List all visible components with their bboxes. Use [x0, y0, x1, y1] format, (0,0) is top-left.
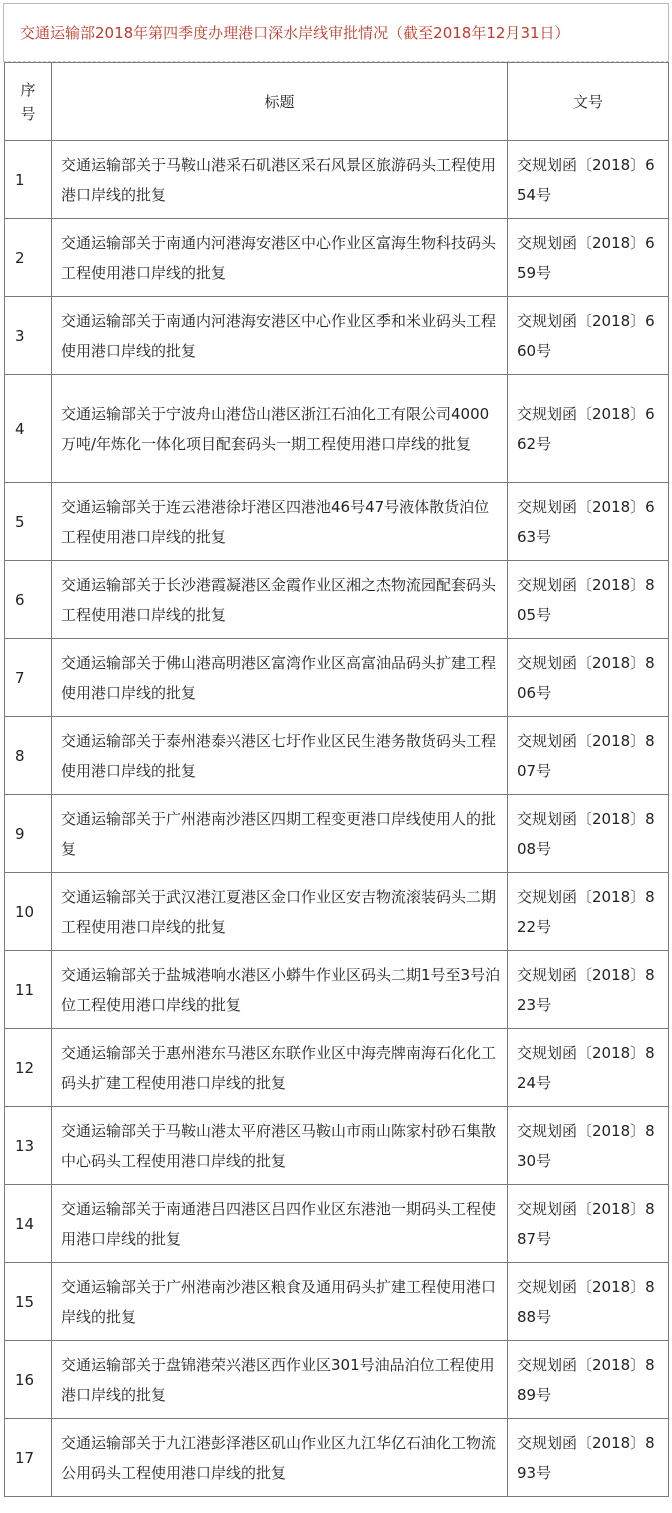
row-doc-number: 交规划函〔2018〕805号	[508, 561, 669, 639]
table-row	[5, 795, 669, 873]
row-number: 3	[5, 297, 52, 375]
table-row	[5, 219, 669, 297]
row-number: 14	[5, 1185, 52, 1263]
page-title: 交通运输部2018年第四季度办理港口深水岸线审批情况（截至2018年12月31日）	[3, 3, 669, 62]
row-doc-number: 交规划函〔2018〕660号	[508, 297, 669, 375]
row-doc-number: 交规划函〔2018〕824号	[508, 1029, 669, 1107]
row-number: 12	[5, 1029, 52, 1107]
table-body	[5, 141, 669, 1497]
row-doc-number: 交规划函〔2018〕889号	[508, 1341, 669, 1419]
row-number: 7	[5, 639, 52, 717]
table-row	[5, 1341, 669, 1419]
header-num	[5, 63, 52, 141]
table-row	[5, 951, 669, 1029]
row-number: 9	[5, 795, 52, 873]
row-title: 交通运输部关于泰州港泰兴港区七圩作业区民生港务散货码头工程使用港口岸线的批复	[52, 717, 508, 795]
row-doc-number: 交规划函〔2018〕823号	[508, 951, 669, 1029]
table-row	[5, 561, 669, 639]
table-row	[5, 1107, 669, 1185]
row-doc-number: 交规划函〔2018〕887号	[508, 1185, 669, 1263]
row-number: 10	[5, 873, 52, 951]
row-doc-number: 交规划函〔2018〕808号	[508, 795, 669, 873]
row-title: 交通运输部关于盘锦港荣兴港区西作业区301号油品泊位工程使用港口岸线的批复	[52, 1341, 508, 1419]
row-number: 16	[5, 1341, 52, 1419]
row-title: 交通运输部关于惠州港东马港区东联作业区中海壳牌南海石化化工码头扩建工程使用港口岸线的批复	[52, 1029, 508, 1107]
header-num-label: 序号	[20, 80, 36, 123]
row-number: 1	[5, 141, 52, 219]
row-number: 2	[5, 219, 52, 297]
table-row	[5, 1185, 669, 1263]
table-row	[5, 1029, 669, 1107]
table-header-row	[5, 63, 669, 141]
row-title: 交通运输部关于宁波舟山港岱山港区浙江石油化工有限公司4000万吨/年炼化一体化项目配套码头一期工程使用港口岸线的批复	[52, 375, 508, 483]
table-row	[5, 639, 669, 717]
row-title: 交通运输部关于九江港彭泽港区矶山作业区九江华亿石油化工物流公用码头工程使用港口岸线的批复	[52, 1419, 508, 1497]
row-title: 交通运输部关于马鞍山港采石矶港区采石风景区旅游码头工程使用港口岸线的批复	[52, 141, 508, 219]
row-title: 交通运输部关于广州港南沙港区四期工程变更港口岸线使用人的批复	[52, 795, 508, 873]
row-title: 交通运输部关于南通内河港海安港区中心作业区季和米业码头工程使用港口岸线的批复	[52, 297, 508, 375]
row-doc-number: 交规划函〔2018〕807号	[508, 717, 669, 795]
row-doc-number: 交规划函〔2018〕822号	[508, 873, 669, 951]
row-number: 5	[5, 483, 52, 561]
row-number: 15	[5, 1263, 52, 1341]
row-doc-number: 交规划函〔2018〕663号	[508, 483, 669, 561]
row-doc-number: 交规划函〔2018〕662号	[508, 375, 669, 483]
table-row	[5, 297, 669, 375]
row-number: 8	[5, 717, 52, 795]
header-doc: 文号	[508, 63, 669, 141]
row-title: 交通运输部关于广州港南沙港区粮食及通用码头扩建工程使用港口岸线的批复	[52, 1263, 508, 1341]
row-number: 11	[5, 951, 52, 1029]
approval-table	[4, 62, 669, 1497]
table-row	[5, 141, 669, 219]
row-doc-number: 交规划函〔2018〕654号	[508, 141, 669, 219]
row-title: 交通运输部关于南通内河港海安港区中心作业区富海生物科技码头工程使用港口岸线的批复	[52, 219, 508, 297]
table-row	[5, 1263, 669, 1341]
row-doc-number: 交规划函〔2018〕806号	[508, 639, 669, 717]
row-title: 交通运输部关于盐城港响水港区小蟒牛作业区码头二期1号至3号泊位工程使用港口岸线的批复	[52, 951, 508, 1029]
row-number: 6	[5, 561, 52, 639]
row-number: 17	[5, 1419, 52, 1497]
table-row	[5, 375, 669, 483]
document	[3, 3, 669, 1507]
table-row	[5, 1419, 669, 1497]
row-title: 交通运输部关于武汉港江夏港区金口作业区安吉物流滚装码头二期工程使用港口岸线的批复	[52, 873, 508, 951]
table-row	[5, 717, 669, 795]
row-doc-number: 交规划函〔2018〕888号	[508, 1263, 669, 1341]
row-doc-number: 交规划函〔2018〕830号	[508, 1107, 669, 1185]
row-number: 4	[5, 375, 52, 483]
row-title: 交通运输部关于长沙港霞凝港区金霞作业区湘之杰物流园配套码头工程使用港口岸线的批复	[52, 561, 508, 639]
table-row	[5, 873, 669, 951]
table-row	[5, 483, 669, 561]
row-doc-number: 交规划函〔2018〕893号	[508, 1419, 669, 1497]
header-title: 标题	[52, 63, 508, 141]
row-number: 13	[5, 1107, 52, 1185]
row-title: 交通运输部关于连云港港徐圩港区四港池46号47号液体散货泊位工程使用港口岸线的批复	[52, 483, 508, 561]
row-title: 交通运输部关于马鞍山港太平府港区马鞍山市雨山陈家村砂石集散中心码头工程使用港口岸线的批复	[52, 1107, 508, 1185]
row-title: 交通运输部关于佛山港高明港区富湾作业区高富油品码头扩建工程使用港口岸线的批复	[52, 639, 508, 717]
row-title: 交通运输部关于南通港吕四港区吕四作业区东港池一期码头工程使用港口岸线的批复	[52, 1185, 508, 1263]
row-doc-number: 交规划函〔2018〕659号	[508, 219, 669, 297]
